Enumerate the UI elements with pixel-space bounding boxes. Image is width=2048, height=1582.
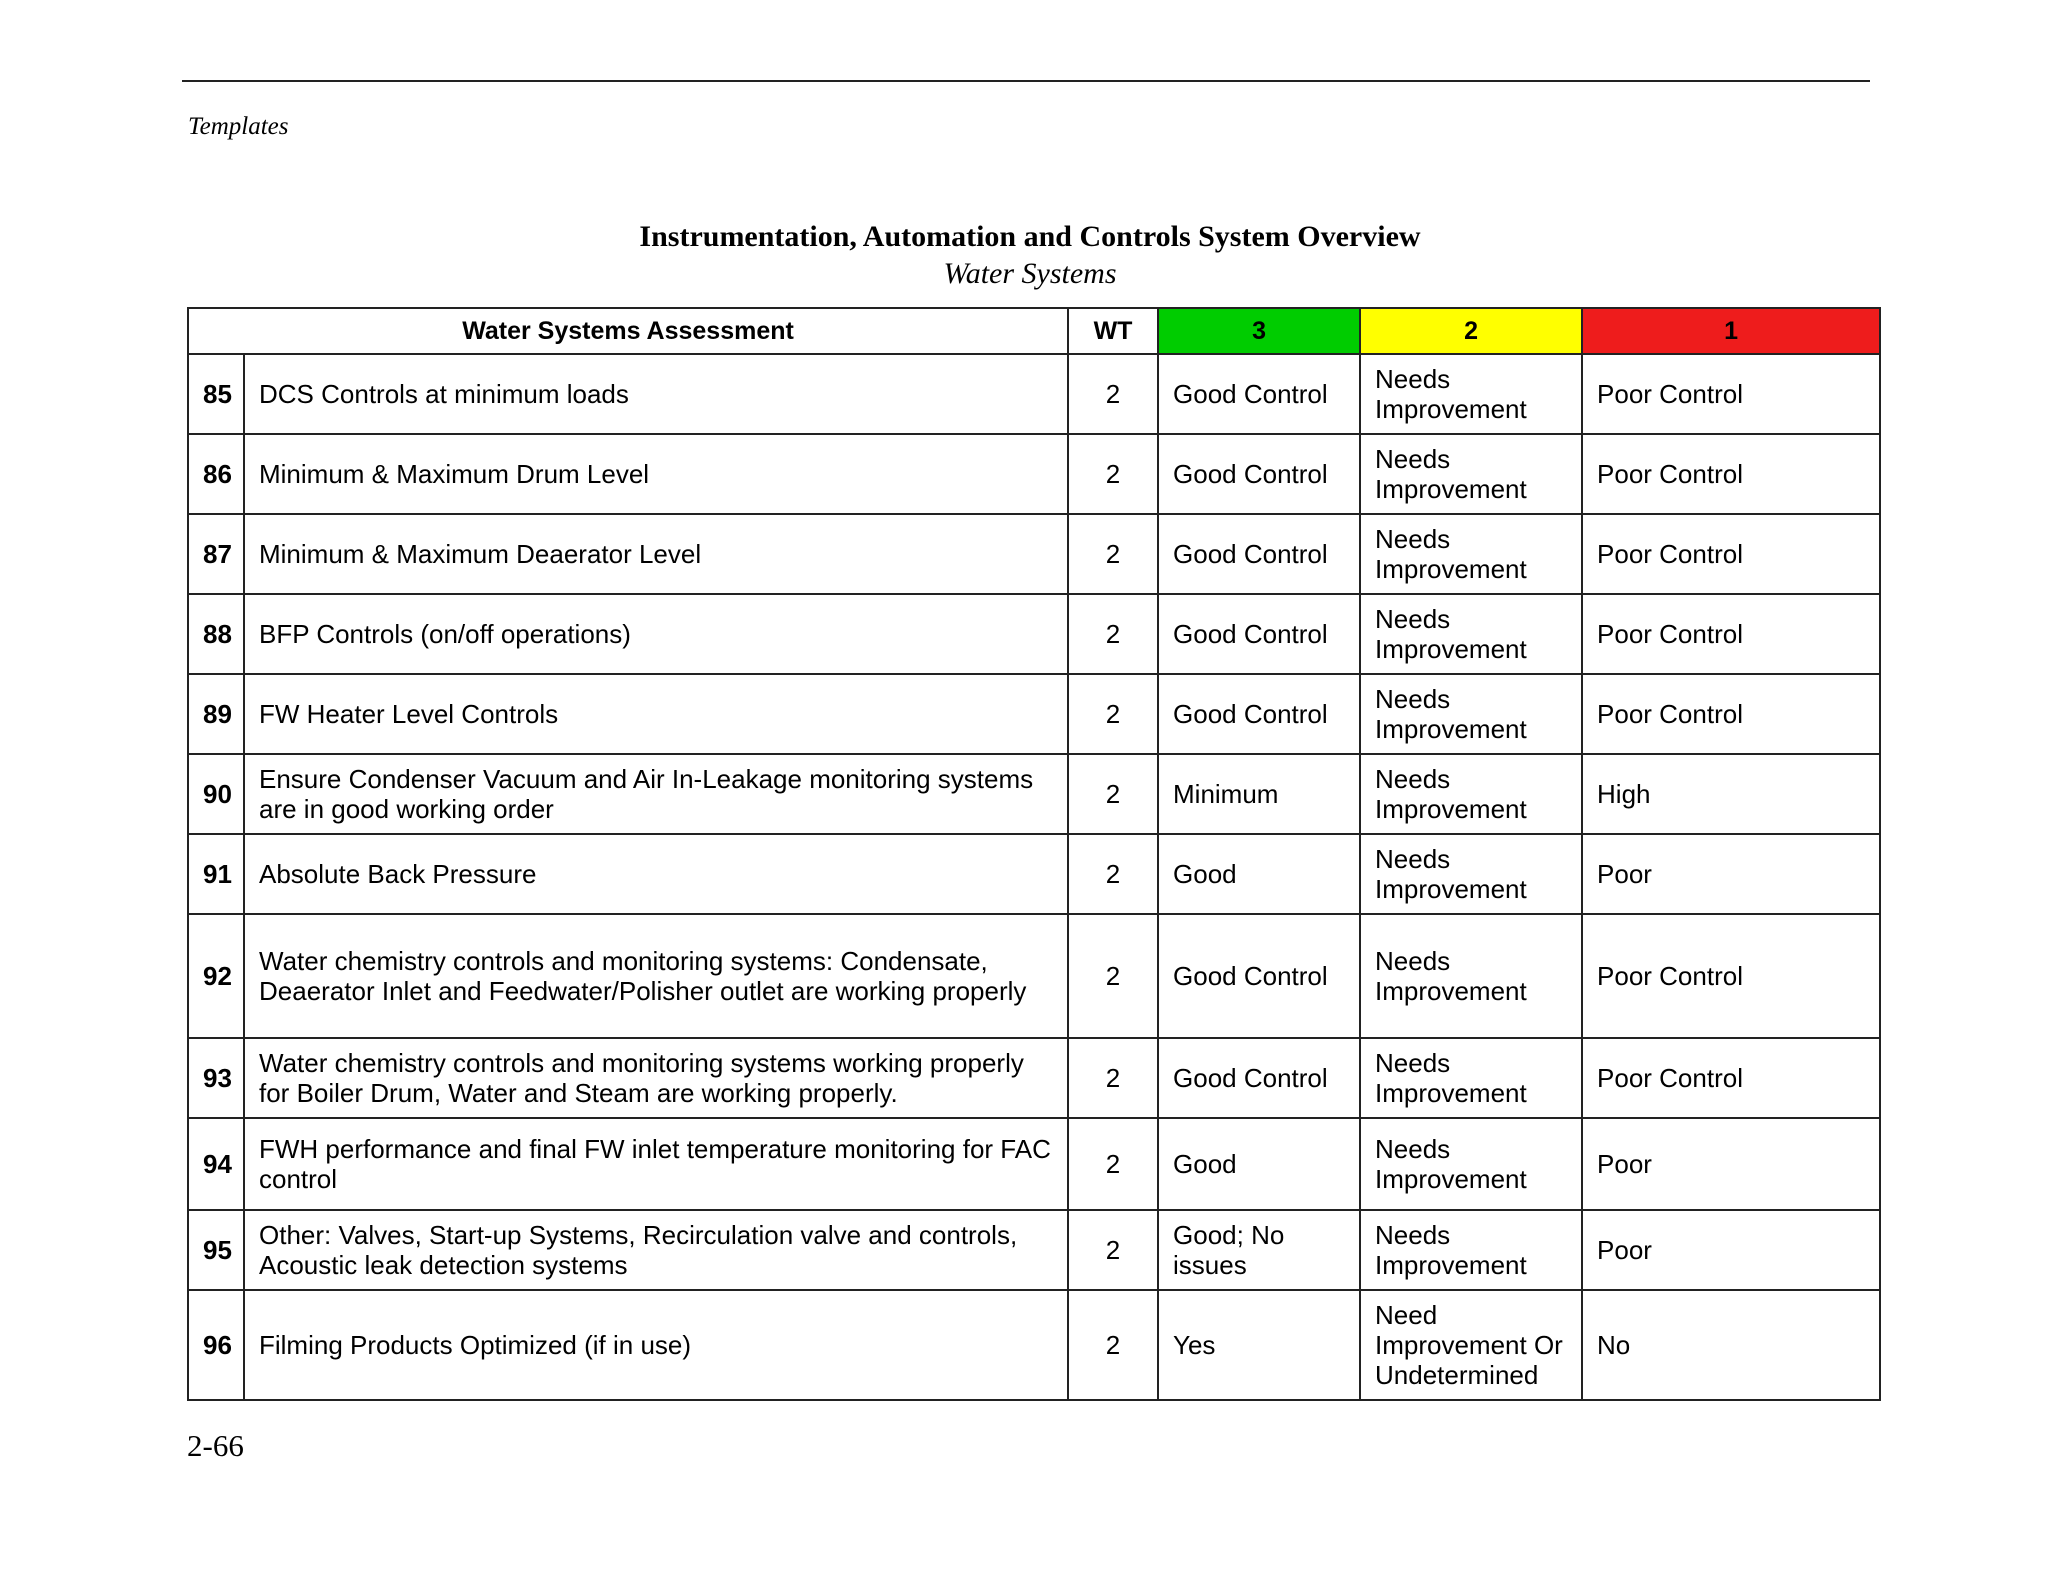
row-score-1: High [1582, 754, 1880, 834]
row-score-1: Poor Control [1582, 914, 1880, 1038]
row-weight: 2 [1068, 754, 1158, 834]
table-row [188, 834, 1880, 914]
assessment-table [187, 307, 1881, 1401]
row-score-2: Need Improvement Or Undetermined [1360, 1290, 1582, 1400]
row-description: BFP Controls (on/off operations) [244, 594, 1068, 674]
row-number: 88 [188, 594, 244, 674]
row-score-1: Poor Control [1582, 354, 1880, 434]
row-description: DCS Controls at minimum loads [244, 354, 1068, 434]
row-score-2: Needs Improvement [1360, 754, 1582, 834]
header-assessment: Water Systems Assessment [188, 308, 1068, 354]
row-score-1: Poor [1582, 834, 1880, 914]
row-score-2: Needs Improvement [1360, 434, 1582, 514]
row-score-2: Needs Improvement [1360, 914, 1582, 1038]
table-row [188, 674, 1880, 754]
row-number: 94 [188, 1118, 244, 1210]
row-score-1: Poor [1582, 1210, 1880, 1290]
row-score-2: Needs Improvement [1360, 1210, 1582, 1290]
table-row [188, 1210, 1880, 1290]
row-weight: 2 [1068, 354, 1158, 434]
row-score-1: Poor Control [1582, 594, 1880, 674]
row-number: 96 [188, 1290, 244, 1400]
row-number: 92 [188, 914, 244, 1038]
row-description: Ensure Condenser Vacuum and Air In-Leakage monitoring systems are in good working order [244, 754, 1068, 834]
header-rule [182, 80, 1870, 82]
row-description: Other: Valves, Start-up Systems, Recirculation valve and controls, Acoustic leak detection systems [244, 1210, 1068, 1290]
row-weight: 2 [1068, 674, 1158, 754]
row-score-2: Needs Improvement [1360, 514, 1582, 594]
row-number: 90 [188, 754, 244, 834]
row-score-3: Good Control [1158, 434, 1360, 514]
table-row [188, 1038, 1880, 1118]
table-row [188, 354, 1880, 434]
row-score-3: Good Control [1158, 594, 1360, 674]
row-weight: 2 [1068, 514, 1158, 594]
header-score-1: 1 [1582, 308, 1880, 354]
row-score-2: Needs Improvement [1360, 354, 1582, 434]
row-score-1: No [1582, 1290, 1880, 1400]
row-score-3: Good Control [1158, 914, 1360, 1038]
row-description: FW Heater Level Controls [244, 674, 1068, 754]
row-number: 87 [188, 514, 244, 594]
row-weight: 2 [1068, 1210, 1158, 1290]
row-score-3: Good; No issues [1158, 1210, 1360, 1290]
table-row [188, 434, 1880, 514]
row-weight: 2 [1068, 914, 1158, 1038]
row-description: FWH performance and final FW inlet temperature monitoring for FAC control [244, 1118, 1068, 1210]
row-description: Filming Products Optimized (if in use) [244, 1290, 1068, 1400]
row-score-1: Poor Control [1582, 674, 1880, 754]
row-number: 85 [188, 354, 244, 434]
row-score-2: Needs Improvement [1360, 1118, 1582, 1210]
row-score-1: Poor Control [1582, 514, 1880, 594]
row-weight: 2 [1068, 1118, 1158, 1210]
table-row [188, 1290, 1880, 1400]
row-score-1: Poor Control [1582, 434, 1880, 514]
row-score-1: Poor [1582, 1118, 1880, 1210]
row-score-3: Yes [1158, 1290, 1360, 1400]
row-score-3: Good Control [1158, 674, 1360, 754]
row-weight: 2 [1068, 434, 1158, 514]
row-description: Minimum & Maximum Deaerator Level [244, 514, 1068, 594]
row-score-3: Minimum [1158, 754, 1360, 834]
row-score-3: Good Control [1158, 514, 1360, 594]
row-score-3: Good [1158, 834, 1360, 914]
row-score-3: Good Control [1158, 1038, 1360, 1118]
row-weight: 2 [1068, 1290, 1158, 1400]
page-subtitle: Water Systems [943, 257, 1117, 290]
row-weight: 2 [1068, 1038, 1158, 1118]
row-score-2: Needs Improvement [1360, 1038, 1582, 1118]
table-row [188, 1118, 1880, 1210]
row-description: Water chemistry controls and monitoring systems: Condensate, Deaerator Inlet and Feedwater/Polisher outlet are working properly [244, 914, 1068, 1038]
row-number: 93 [188, 1038, 244, 1118]
table-row [188, 594, 1880, 674]
table-row [188, 914, 1880, 1038]
running-header: Templates [188, 113, 289, 140]
table-row [188, 514, 1880, 594]
header-score-3: 3 [1158, 308, 1360, 354]
table-header-row [188, 308, 1880, 354]
row-description: Minimum & Maximum Drum Level [244, 434, 1068, 514]
row-weight: 2 [1068, 594, 1158, 674]
row-score-3: Good Control [1158, 354, 1360, 434]
header-wt: WT [1068, 308, 1158, 354]
header-score-2: 2 [1360, 308, 1582, 354]
page-title: Instrumentation, Automation and Controls System Overview [639, 220, 1421, 253]
row-number: 95 [188, 1210, 244, 1290]
row-description: Absolute Back Pressure [244, 834, 1068, 914]
row-score-2: Needs Improvement [1360, 594, 1582, 674]
row-description: Water chemistry controls and monitoring systems working properly for Boiler Drum, Water and Steam are working properly. [244, 1038, 1068, 1118]
page-number: 2-66 [187, 1428, 244, 1463]
table-row [188, 754, 1880, 834]
row-weight: 2 [1068, 834, 1158, 914]
row-score-1: Poor Control [1582, 1038, 1880, 1118]
row-number: 91 [188, 834, 244, 914]
row-score-2: Needs Improvement [1360, 674, 1582, 754]
row-score-2: Needs Improvement [1360, 834, 1582, 914]
row-number: 89 [188, 674, 244, 754]
row-score-3: Good [1158, 1118, 1360, 1210]
row-number: 86 [188, 434, 244, 514]
